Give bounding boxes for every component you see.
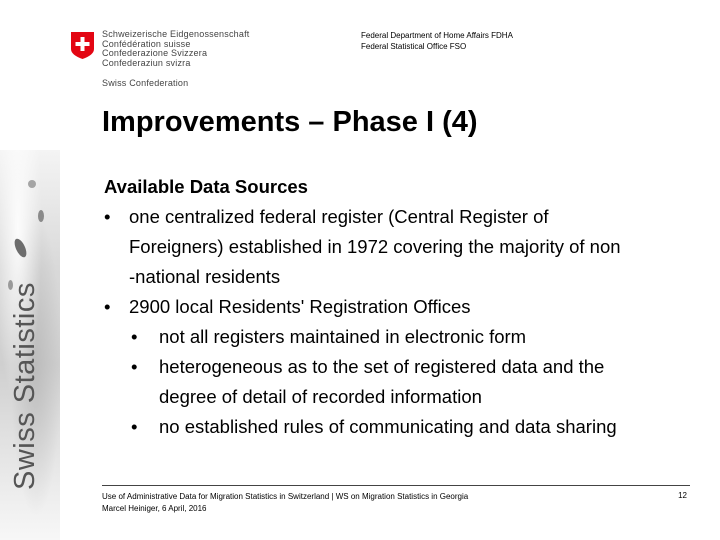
department-info <box>361 31 513 52</box>
bullet-line: not all registers maintained in electronic form <box>159 326 527 347</box>
bullet-icon: • <box>131 416 138 437</box>
confederation-line-de: Schweizerische Eidgenossenschaft <box>102 29 250 39</box>
slide-body <box>104 172 704 442</box>
bullet-item <box>104 202 704 292</box>
bullet-line: Foreigners) established in 1972 covering the majority of non <box>129 236 621 257</box>
footer-divider <box>102 485 690 486</box>
bullet-line: no established rules of communicating and data sharing <box>159 416 617 437</box>
crowd-figure <box>12 237 29 259</box>
footer-line: Marcel Heiniger, 6 April, 2016 <box>102 504 207 513</box>
bullet-line: one centralized federal register (Central Register of <box>129 206 549 227</box>
confederation-line-rm: Confederaziun svizra <box>102 57 191 68</box>
crowd-figure <box>38 210 44 222</box>
swiss-cross-logo <box>71 32 94 59</box>
bullet-icon: • <box>104 206 111 227</box>
confederation-line-fr: Confédération suisse <box>102 38 191 49</box>
department-name: Federal Department of Home Affairs FDHA <box>361 31 513 40</box>
page-number: 12 <box>678 491 687 500</box>
bullet-icon: • <box>104 296 111 317</box>
bullet-line: degree of detail of recorded information <box>159 386 482 407</box>
footer-line: Use of Administrative Data for Migration Statistics in Switzerland | WS on Migration Statistics in Georgia <box>102 492 469 501</box>
sub-bullet-item <box>104 352 704 412</box>
bullet-item <box>104 292 704 322</box>
side-photo-banner <box>0 150 60 540</box>
bullet-line: heterogeneous as to the set of registered data and the <box>159 356 605 377</box>
page-title: Improvements – Phase I (4) <box>102 106 478 138</box>
bullet-line: 2900 local Residents' Registration Offices <box>129 296 471 317</box>
bullet-icon: • <box>131 356 138 377</box>
bullet-line: -national residents <box>129 266 281 287</box>
bullet-icon: • <box>131 326 138 347</box>
footer-text <box>102 491 468 515</box>
crowd-figure <box>28 180 36 188</box>
office-name: Federal Statistical Office FSO <box>361 41 467 51</box>
side-banner-title: Swiss Statistics <box>9 282 41 490</box>
sub-bullet-item <box>104 322 704 352</box>
section-heading: Available Data Sources <box>104 176 308 197</box>
confederation-line-en: Swiss Confederation <box>102 78 189 88</box>
confederation-line-it: Confederazione Svizzera <box>102 48 208 58</box>
confederation-names <box>102 30 249 89</box>
sub-bullet-item <box>104 412 704 442</box>
